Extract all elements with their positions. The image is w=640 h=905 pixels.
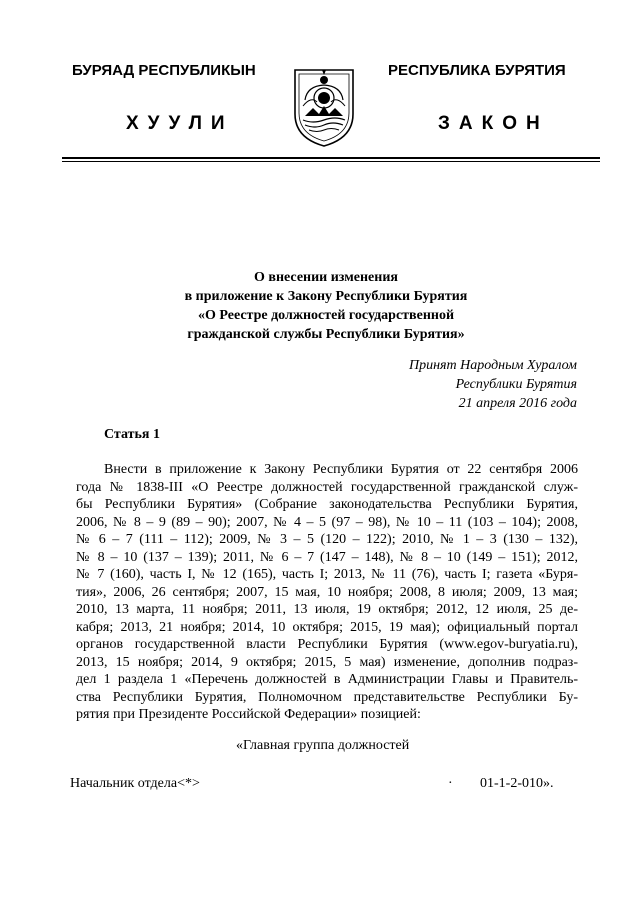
adoption-note-line: Принят Народным Хуралом bbox=[408, 358, 577, 373]
position-code: 01-1-2-010». bbox=[480, 776, 554, 791]
coat-of-arms-icon bbox=[291, 66, 357, 148]
law-title-line: в приложение к Закону Республики Бурятия bbox=[184, 289, 468, 304]
header-divider-thick bbox=[62, 157, 600, 159]
adoption-note bbox=[340, 356, 577, 413]
body-line: 2010, 13 марта, 11 ноября; 2011, 13 июля, 19 октября; 2012, 12 июля, 25 де- bbox=[76, 602, 578, 617]
law-title bbox=[110, 268, 542, 344]
body-line: № 6 – 7 (111 – 112); 2009, № 3 – 5 (120 – 122); 2010, № 1 – 3 (130 – 132), bbox=[76, 532, 578, 547]
position-name: Начальник отдела<*> bbox=[70, 776, 200, 791]
article-heading: Статья 1 bbox=[104, 427, 160, 442]
body-line: тия», 2006, 26 сентября; 2007, 15 мая, 10 ноября; 2008, 8 июля; 2009, 13 мая; bbox=[76, 584, 578, 600]
body-line: 2013, 15 ноября; 2014, 9 октября; 2015, 5 мая) изменение, дополнив подраз- bbox=[76, 654, 578, 670]
position-group-heading: «Главная группа должностей bbox=[236, 738, 410, 753]
body-line: № 7 (160), часть I, № 12 (165), часть I; 2013, № 11 (76), часть I; газета «Буря- bbox=[76, 567, 578, 582]
law-label-buryat: ХУУЛИ bbox=[126, 113, 234, 134]
law-title-line: О внесении изменения bbox=[254, 270, 398, 285]
position-leader-dot: · bbox=[448, 776, 453, 791]
body-line: органов государственной власти Республики Бурятия (www.egov-buryatia.ru), bbox=[76, 637, 578, 652]
body-line: № 8 – 10 (137 – 139); 2011, № 6 – 7 (147 – 148), № 8 – 10 (149 – 151); 2012, bbox=[76, 549, 578, 565]
header-divider-thin bbox=[62, 161, 600, 162]
body-line: Внести в приложение к Закону Республики Бурятия от 22 сентября 2006 bbox=[104, 462, 578, 477]
law-label-russian: ЗАКОН bbox=[438, 113, 549, 134]
article-body bbox=[76, 461, 578, 724]
body-line: бы Республики Бурятия» (Собрание законодательства Республики Бурятия, bbox=[76, 497, 578, 512]
adoption-note-line: Республики Бурятия bbox=[455, 377, 577, 392]
body-line: кабря; 2013, 21 ноября; 2014, 10 октября; 2015, 19 мая); официальный портал bbox=[76, 619, 578, 635]
body-line: 2006, № 8 – 9 (89 – 90); 2007, № 4 – 5 (97 – 98), № 10 – 11 (103 – 104); 2008, bbox=[76, 514, 578, 530]
body-line: года № 1838-III «О Реестре должностей государственной гражданской служ- bbox=[76, 479, 578, 495]
law-title-line: гражданской службы Республики Бурятия» bbox=[187, 327, 465, 342]
law-title-line: «О Реестре должностей государственной bbox=[197, 308, 455, 323]
header-right-title: РЕСПУБЛИКА БУРЯТИЯ bbox=[388, 62, 566, 79]
adoption-date: 21 апреля 2016 года bbox=[458, 396, 577, 411]
body-line: ства Республики Бурятия, Полномочном представительстве Республики Бу- bbox=[76, 689, 578, 705]
header-left-title: БУРЯАД РЕСПУБЛИКЫН bbox=[72, 62, 256, 79]
body-line: рятия при Президенте Российской Федерации» позицией: bbox=[76, 707, 421, 722]
body-line: дел 1 раздела 1 «Перечень должностей в Администрации Главы и Правитель- bbox=[76, 672, 578, 687]
